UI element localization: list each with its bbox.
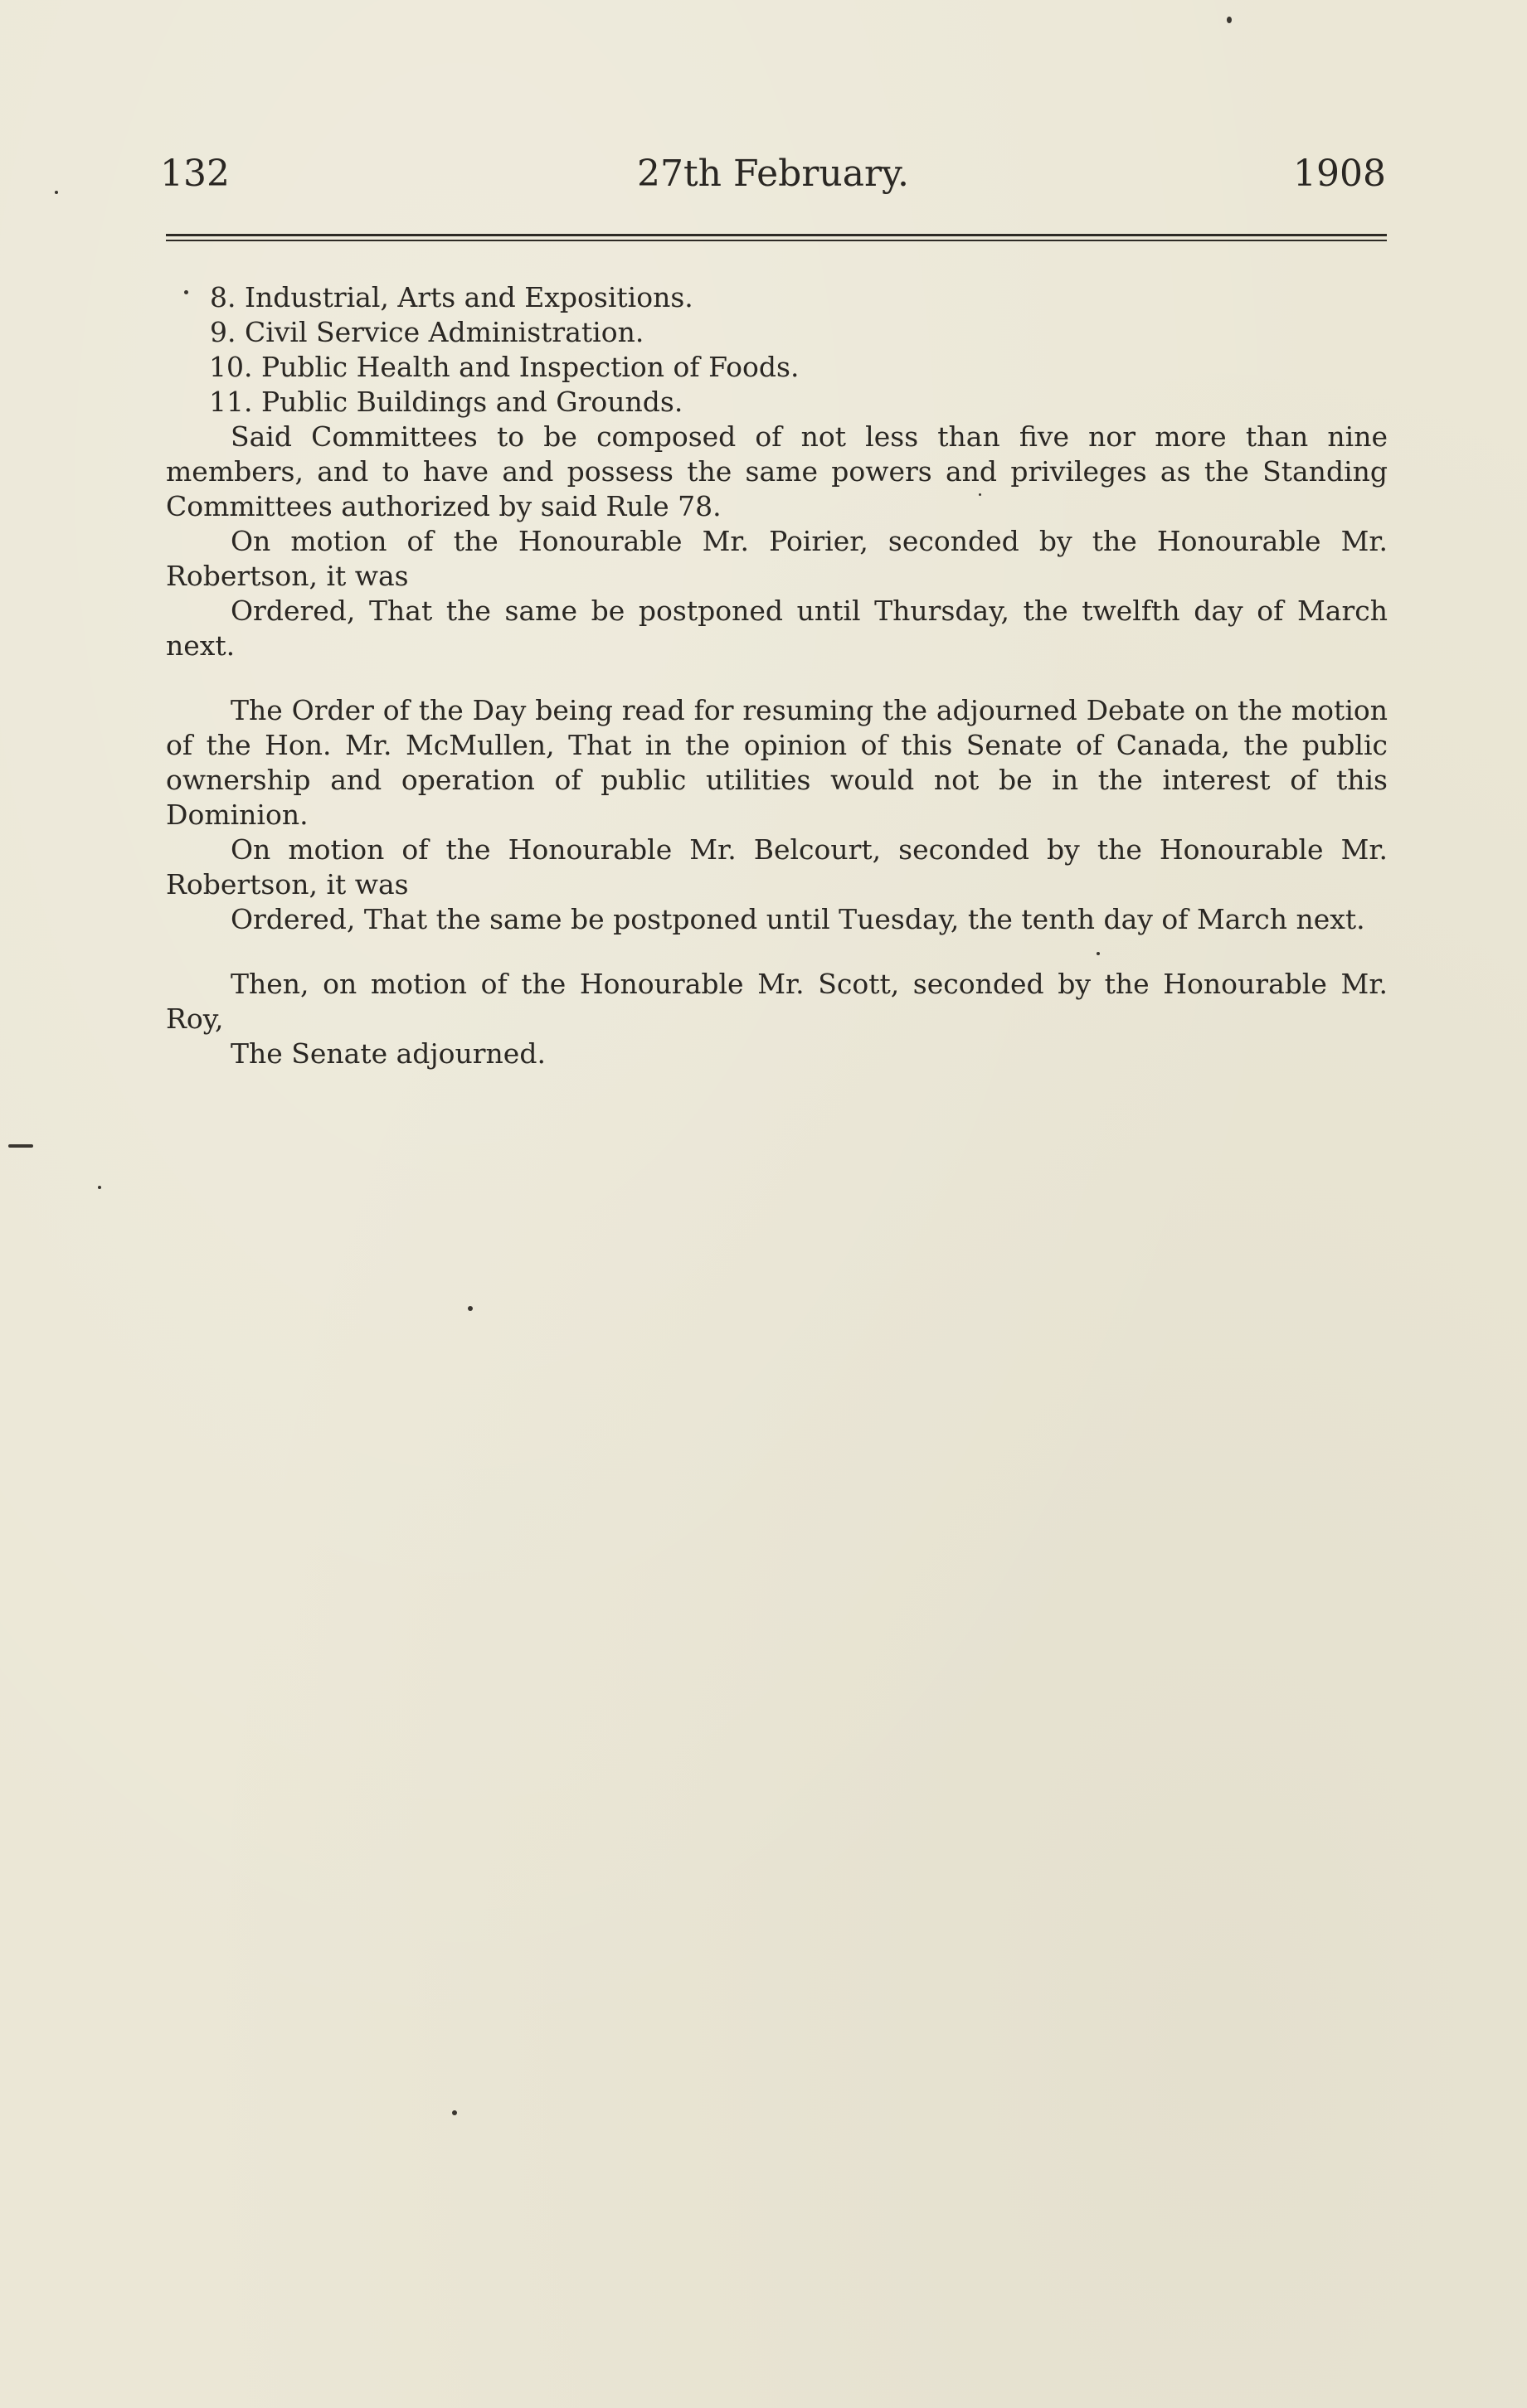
header-rule-line-bottom [166,240,1387,241]
page-body [166,280,1388,1071]
paragraph-gap [166,663,1388,693]
scan-speck [468,1306,473,1311]
paragraph-order-of-day: The Order of the Day being read for resuming the adjourned Debate on the motion of the Hon. Mr. McMullen, That in the opinion of this Senate of Canada, the public ownership and operation of public utilities would not be in the interest of this Dominion. [166,694,1388,831]
page-number: 132 [160,153,230,195]
scan-speck [8,1144,33,1148]
paragraph-gap [166,937,1388,967]
list-item-8: 8. Industrial, Arts and Expositions. [210,281,693,313]
paragraph-ordered-thursday: Ordered, That the same be postponed until Thursday, the twelfth day of March next. [166,595,1388,662]
scan-speck [184,290,188,294]
scan-speck [55,191,58,194]
scan-speck [1097,952,1100,955]
header-year: 1908 [1293,153,1386,195]
header-rule [166,234,1387,244]
list-item-10: 10. Public Health and Inspection of Foods. [209,351,800,383]
paragraph-final-motion: Then, on motion of the Honourable Mr. Scott, seconded by the Honourable Mr. Roy, [166,968,1388,1035]
list-item-9: 9. Civil Service Administration. [210,316,644,348]
scan-speck [979,493,981,496]
scan-speck [452,2110,457,2115]
page-header [160,149,1386,199]
list-item-11: 11. Public Buildings and Grounds. [209,386,683,418]
paragraph-motion-poirier: On motion of the Honourable Mr. Poirier, seconded by the Honourable Mr. Robertson, it was [166,525,1388,592]
header-date: 27th February. [637,153,909,195]
paragraph-senate-adjourned: The Senate adjourned. [231,1037,546,1070]
header-rule-line-top [166,234,1387,236]
paragraph-ordered-tuesday: Ordered, That the same be postponed until Tuesday, the tenth day of March next. [231,903,1365,935]
scan-speck [98,1186,101,1189]
scan-speck [1227,17,1232,23]
paragraph-committees: Said Committees to be composed of not less than five nor more than nine members, and to have and possess the same powers and privileges as the Standing Committees authorized by said Rule 78. [166,420,1388,522]
paragraph-motion-belcourt: On motion of the Honourable Mr. Belcourt, seconded by the Honourable Mr. Robertson, it was [166,833,1388,901]
